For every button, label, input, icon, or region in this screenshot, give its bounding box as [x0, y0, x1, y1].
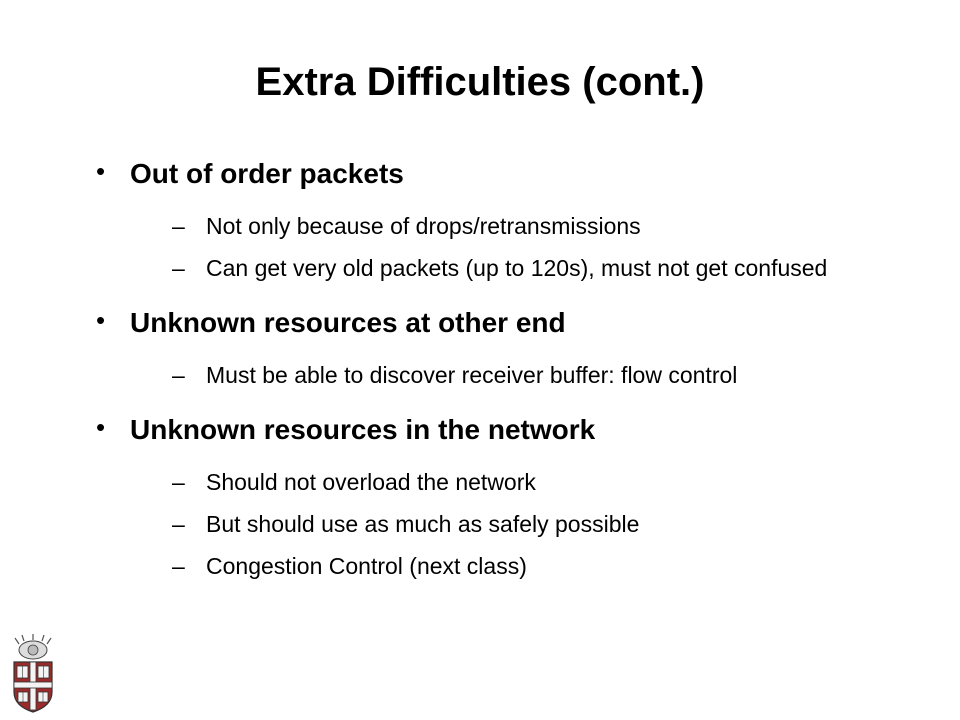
sub-bullet-list: [130, 213, 836, 282]
sub-bullet-text: Congestion Control (next class): [206, 553, 527, 579]
sub-bullet-text: Can get very old packets (up to 120s), must not get confused: [206, 255, 828, 281]
sub-bullet-list: [130, 469, 836, 580]
dash-marker: –: [172, 213, 185, 239]
sub-bullet-item: [172, 362, 836, 389]
crest-sun-icon: [15, 634, 51, 659]
dash-marker: –: [172, 362, 185, 388]
sub-bullet-item: [172, 213, 836, 240]
bullet-text: Unknown resources at other end: [130, 307, 566, 338]
bullet-marker: •: [96, 156, 106, 186]
sub-bullet-text: Must be able to discover receiver buffer: flow control: [206, 362, 738, 388]
sub-bullet-list: [130, 362, 836, 389]
dash-marker: –: [172, 553, 185, 579]
dash-marker: –: [172, 255, 185, 281]
bullet-list: [96, 148, 836, 595]
dash-marker: –: [172, 511, 185, 537]
bullet-item: [96, 404, 836, 580]
sub-bullet-item: [172, 511, 836, 538]
slide-title: Extra Difficulties (cont.): [255, 60, 705, 104]
sub-bullet-text: But should use as much as safely possible: [206, 511, 640, 537]
bullet-marker: •: [96, 412, 106, 442]
bullet-item: [96, 297, 836, 389]
sub-bullet-item: [172, 553, 836, 580]
sub-bullet-item: [172, 469, 836, 496]
university-shield-icon: [10, 632, 56, 714]
bullet-marker: •: [96, 305, 106, 335]
sub-bullet-item: [172, 255, 836, 282]
bullet-text: Out of order packets: [130, 158, 404, 189]
bullet-item: [96, 148, 836, 282]
dash-marker: –: [172, 469, 185, 495]
bullet-text: Unknown resources in the network: [130, 414, 596, 445]
sub-bullet-text: Not only because of drops/retransmissions: [206, 213, 641, 239]
sub-bullet-text: Should not overload the network: [206, 469, 536, 495]
